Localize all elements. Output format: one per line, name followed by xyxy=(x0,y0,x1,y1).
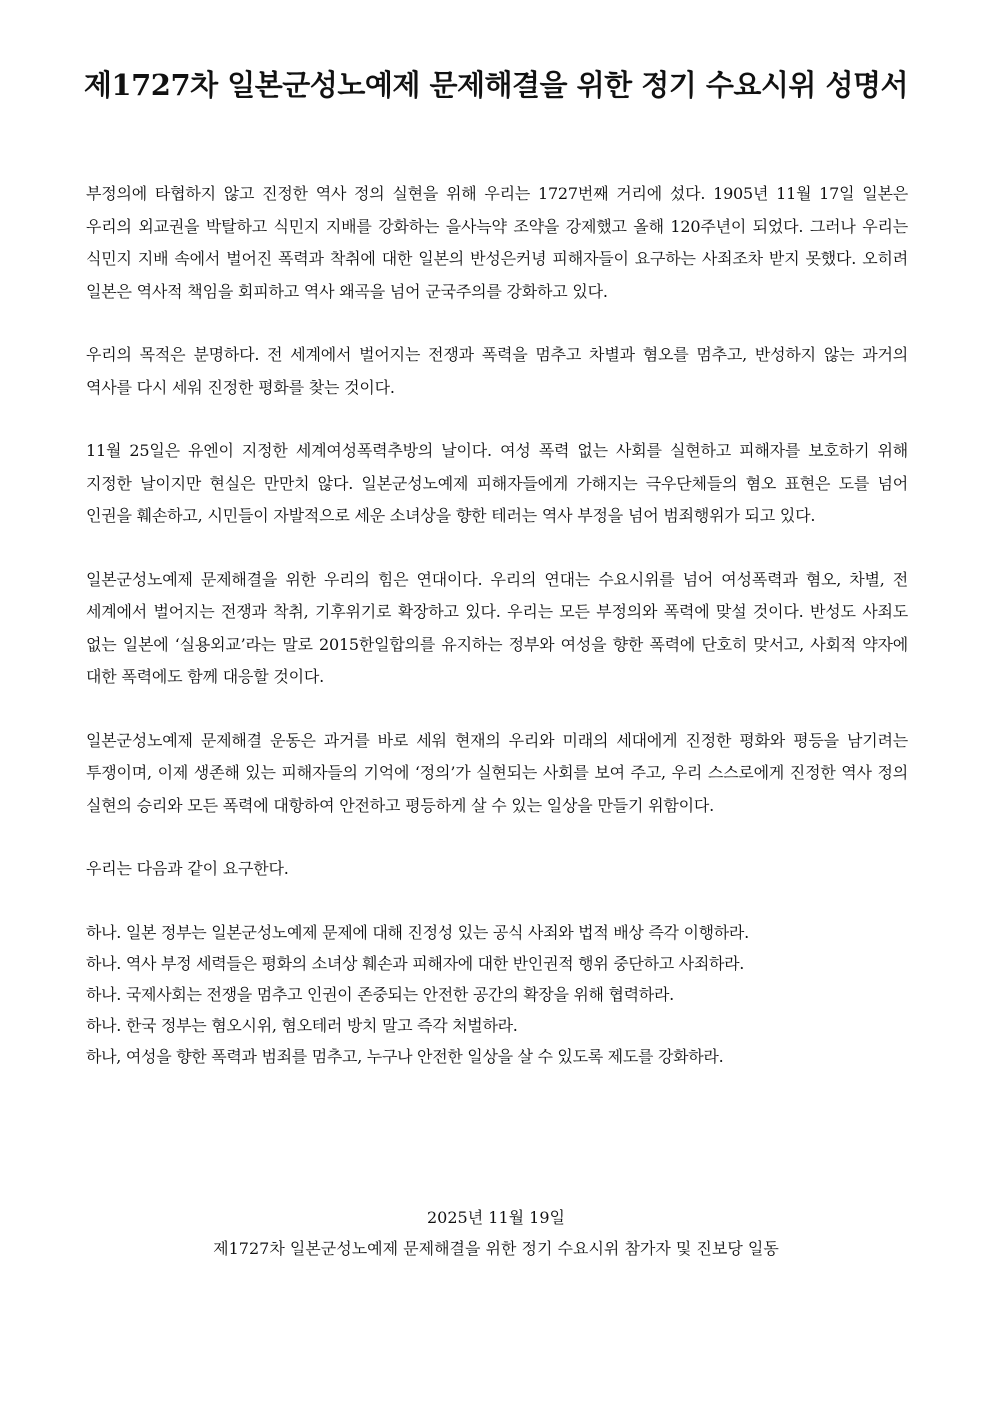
statement-footer xyxy=(40,1202,952,1264)
demand-item: 하나. 한국 정부는 혐오시위, 혐오테러 방치 말고 즉각 처벌하라. xyxy=(86,1015,518,1035)
demand-item: 하나. 일본 정부는 일본군성노예제 문제에 대해 진정성 있는 공식 사죄와 법적 배상 즉각 이행하라. xyxy=(86,922,749,942)
paragraph: 11월 25일은 유엔이 지정한 세계여성폭력추방의 날이다. 여성 폭력 없는 사회를 실현하고 피해자를 보호하기 위해 지정한 날이지만 현실은 만만치 않다. 일본군성노예제 피해자들에게 가해지는 극우단체들의 혐오 표현은 도를 넘어 인권을 훼손하고, 시민들이 자발적으로 세운 소녀상을 향한 테러는 역사 부정을 넘어 범죄행위가 되고 있다. xyxy=(86,441,908,525)
paragraph: 일본군성노예제 문제해결을 위한 우리의 힘은 연대이다. 우리의 연대는 수요시위를 넘어 여성폭력과 혐오, 차별, 전 세계에서 벌어지는 전쟁과 착취, 기후위기로 확장하고 있다. 우리는 모든 부정의와 폭력에 맞설 것이다. 반성도 사죄도 없는 일본에 ‘실용외교’라는 말로 2015한일합의를 유지하는 정부와 여성을 향한 폭력에 단호히 맞서고, 사회적 약자에 대한 폭력에도 함께 대응할 것이다. xyxy=(86,569,908,686)
demand-item: 하나. 역사 부정 세력들은 평화의 소녀상 훼손과 피해자에 대한 반인권적 행위 중단하고 사죄하라. xyxy=(86,953,745,973)
statement-body xyxy=(86,178,908,1072)
statement-signature: 제1727차 일본군성노예제 문제해결을 위한 정기 수요시위 참가자 및 진보당 일동 xyxy=(213,1239,779,1258)
demand-item: 하나. 국제사회는 전쟁을 멈추고 인권이 존중되는 안전한 공간의 확장을 위해 협력하라. xyxy=(86,984,674,1004)
document-title: 제1727차 일본군성노예제 문제해결을 위한 정기 수요시위 성명서 xyxy=(83,68,909,102)
demands-intro: 우리는 다음과 같이 요구한다. xyxy=(86,859,289,878)
paragraph: 일본군성노예제 문제해결 운동은 과거를 바로 세워 현재의 우리와 미래의 세대에게 진정한 평화와 평등을 남기려는 투쟁이며, 이제 생존해 있는 피해자들의 기억에 ‘정의’가 실현되는 사회를 보여 주고, 우리 스스로에게 진정한 역사 정의 실현의 승리와 모든 폭력에 대항하여 안전하고 평등하게 살 수 있는 일상을 만들기 위함이다. xyxy=(86,730,908,815)
paragraph: 부정의에 타협하지 않고 진정한 역사 정의 실현을 위해 우리는 1727번째 거리에 섰다. 1905년 11월 17일 일본은 우리의 외교권을 박탈하고 식민지 지배를 강화하는 을사늑약 조약을 강제했고 올해 120주년이 되었다. 그러나 우리는 식민지 지배 속에서 벌어진 폭력과 착취에 대한 일본의 반성은커녕 피해자들이 요구하는 사죄조차 받지 못했다. 오히려 일본은 역사적 책임을 회피하고 역사 왜곡을 넘어 군국주의를 강화하고 있다. xyxy=(86,184,908,301)
demand-item: 하나, 여성을 향한 폭력과 범죄를 멈추고, 누구나 안전한 일상을 살 수 있도록 제도를 강화하라. xyxy=(86,1046,724,1066)
paragraph: 우리의 목적은 분명하다. 전 세계에서 벌어지는 전쟁과 폭력을 멈추고 차별과 혐오를 멈추고, 반성하지 않는 과거의 역사를 다시 세워 진정한 평화를 찾는 것이다. xyxy=(86,345,908,397)
statement-date: 2025년 11월 19일 xyxy=(427,1208,565,1227)
demands-list xyxy=(86,917,908,1072)
